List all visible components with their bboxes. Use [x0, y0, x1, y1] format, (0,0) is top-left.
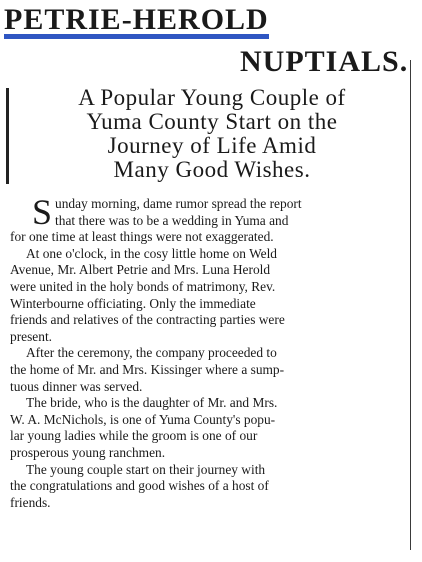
subheadline-line: A Popular Young Couple of — [78, 85, 346, 110]
headline-line-1 — [4, 2, 269, 39]
article-line: After the ceremony, the company proceeded to — [26, 345, 277, 361]
article-line: friends and relatives of the contracting parties were — [10, 312, 285, 328]
article-line: W. A. McNichols, is one of Yuma County's popu- — [10, 411, 276, 427]
drop-cap: S — [32, 192, 53, 232]
headline-line-2: NUPTIALS. — [240, 45, 409, 78]
article-line: unday morning, dame rumor spread the report — [55, 196, 302, 211]
article-line: the home of Mr. and Mrs. Kissinger where a sump- — [10, 361, 285, 377]
article-opening — [10, 192, 408, 232]
subheadline-line: Yuma County Start on the — [86, 109, 338, 134]
subheadline-rule — [6, 88, 9, 184]
column-rule — [410, 60, 411, 550]
article-body — [10, 192, 408, 511]
article-line: prosperous young ranchmen. — [10, 444, 166, 460]
article-line: lar young ladies while the groom is one of our — [10, 428, 258, 444]
article-line: friends. — [10, 494, 51, 510]
article-line: The bride, who is the daughter of Mr. and Mrs. — [26, 395, 278, 411]
article-line: present. — [10, 328, 53, 344]
article-line: were united in the holy bonds of matrimony, Rev. — [10, 278, 276, 294]
subheadline-line: Journey of Life Amid — [107, 133, 317, 158]
headline-highlighted-name: PETRIE-HEROLD — [4, 6, 269, 39]
article-line: At one o'clock, in the cosy little home on Weld — [26, 245, 277, 261]
subheadline — [16, 86, 408, 182]
article-line: tuous dinner was served. — [10, 378, 143, 394]
article-line: that there was to be a wedding in Yuma and — [55, 212, 289, 228]
article-line: The young couple start on their journey with — [26, 461, 266, 477]
subheadline-line: Many Good Wishes. — [113, 157, 311, 182]
article-line: Avenue, Mr. Albert Petrie and Mrs. Luna Herold — [10, 262, 271, 278]
article-line: the congratulations and good wishes of a host of — [10, 478, 269, 494]
article-line: for one time at least things were not exaggerated. — [10, 229, 274, 245]
article-line: Winterbourne officiating. Only the immediate — [10, 295, 256, 311]
